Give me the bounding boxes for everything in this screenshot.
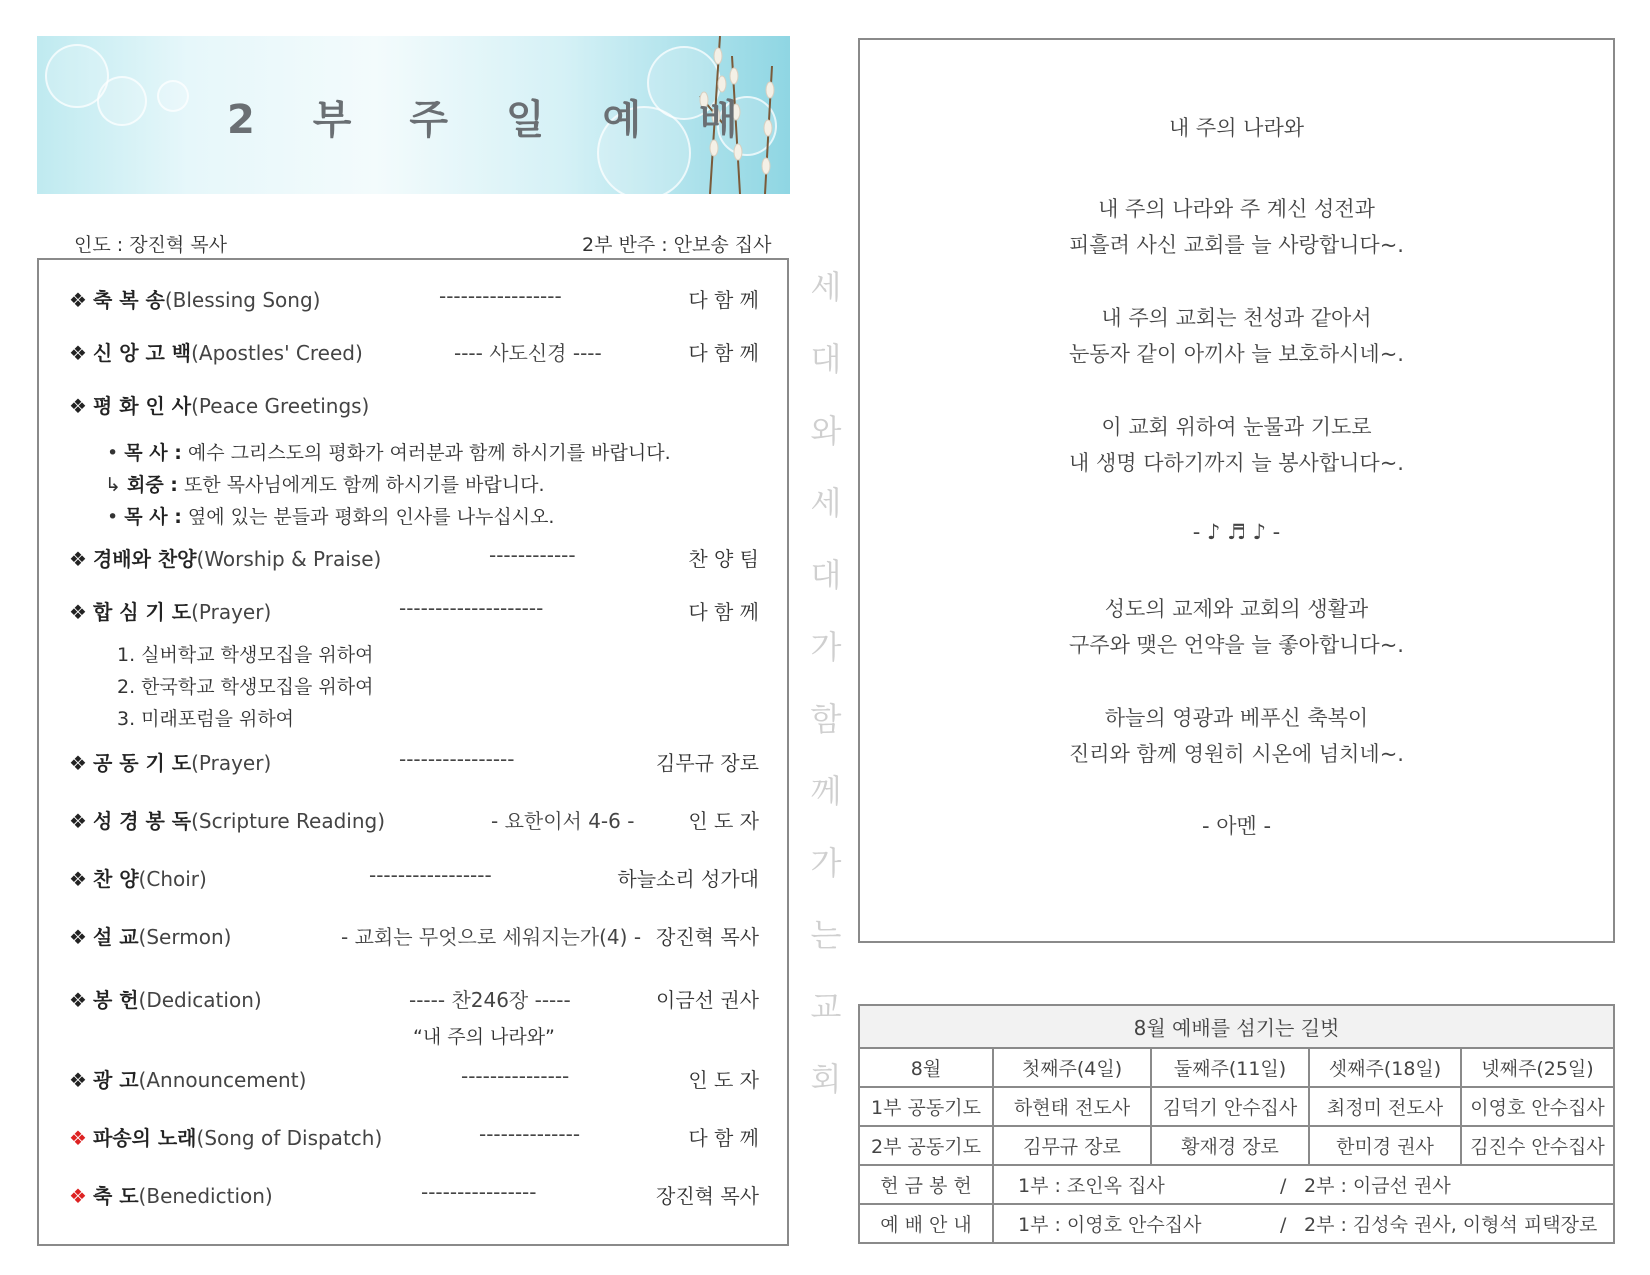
table-cell (993, 1204, 1614, 1243)
hymn-music-notes: - ♪ ♬ ♪ - (1192, 520, 1281, 544)
order-item-title: 광 고 (92, 1068, 139, 1092)
slogan-char: 세 (810, 484, 842, 522)
offering-first-service: 1부 : 조인옥 집사 (1018, 1175, 1165, 1197)
order-of-worship (37, 258, 789, 1246)
table-cell: 황재경 장로 (1151, 1126, 1309, 1165)
table-caption: 8월 예배를 섬기는 길벗 (859, 1005, 1614, 1048)
reply-arrow-icon: ↳ (105, 474, 121, 496)
order-item-leader: 다 함 께 (688, 288, 759, 312)
order-item-detail: - 교회는 무엇으로 세워지는가(4) - (341, 925, 642, 949)
separator-slash: / (1280, 1214, 1287, 1236)
order-item-leader: 다 함 께 (688, 341, 759, 365)
order-item-detail: ---- 사도신경 ---- (454, 341, 602, 365)
order-item-sermon (69, 921, 759, 951)
order-item-leader: 다 함 께 (688, 1126, 759, 1150)
hymn-lyrics-box (858, 38, 1615, 943)
order-item-dedication (69, 984, 759, 1014)
order-item-title: 축 복 송 (92, 288, 165, 312)
presider-label: 인도 : 장진혁 목사 (74, 234, 227, 256)
vertical-slogan (808, 262, 844, 1126)
hymn-amen: - 아멘 - (1201, 814, 1272, 838)
table-row (859, 1087, 1614, 1126)
table-cell: 김덕기 안수집사 (1151, 1087, 1309, 1126)
slogan-char: 가 (810, 628, 842, 666)
table-header-cell: 넷째주(25일) (1461, 1048, 1614, 1087)
order-item-title: 공 동 기 도 (92, 751, 192, 775)
table-row-guide (859, 1204, 1614, 1243)
bullet-icon: ❖ (69, 1126, 87, 1150)
hymn-line: 이 교회 위하여 눈물과 기도로 (1101, 415, 1372, 439)
guide-second-service: 2부 : 김성숙 권사, 이형석 피택장로 (1304, 1214, 1598, 1236)
hymn-line: 성도의 교제와 교회의 생활과 (1104, 597, 1369, 621)
service-schedule-table (858, 1004, 1615, 1244)
banner (37, 36, 790, 194)
hymn-line: 내 주의 교회는 천성과 같아서 (1101, 306, 1372, 330)
slogan-char: 대 (810, 556, 842, 594)
bubble-decoration (157, 80, 189, 112)
order-item-english: (Dedication) (138, 988, 262, 1012)
order-item-choir (69, 863, 759, 893)
hymn-title: 내 주의 나라와 (1168, 116, 1305, 140)
order-item-detail: -------------------- (399, 596, 544, 620)
table-cell: 이영호 안수집사 (1461, 1087, 1614, 1126)
order-item-title: 신 앙 고 백 (92, 341, 192, 365)
order-item-english: (Sermon) (138, 925, 232, 949)
order-item-english: (Choir) (138, 867, 207, 891)
peace-line (107, 502, 554, 529)
accompanist-label: 2부 반주 : 안보송 집사 (582, 234, 772, 256)
order-item-apostles-creed (69, 337, 759, 367)
order-item-english: (Benediction) (138, 1184, 273, 1208)
order-item-title: 합 심 기 도 (92, 600, 192, 624)
order-item-detail: ----------------- (439, 284, 562, 308)
table-header-cell: 셋째주(18일) (1309, 1048, 1461, 1087)
order-item-leader: 인 도 자 (688, 1068, 759, 1092)
bullet-icon: ❖ (69, 288, 87, 312)
order-item-title: 찬 양 (92, 867, 139, 891)
bullet-icon: ❖ (69, 1068, 87, 1092)
bullet-icon: ❖ (69, 600, 87, 624)
slogan-char: 교 (810, 988, 842, 1026)
table-header-cell: 첫째주(4일) (993, 1048, 1151, 1087)
prayer-topic: 2. 한국학교 학생모집을 위하여 (117, 676, 374, 698)
order-item-english: (Worship & Praise) (196, 547, 382, 571)
slogan-char: 함 (810, 700, 842, 738)
order-item-english: (Prayer) (191, 600, 272, 624)
table-row-offering (859, 1165, 1614, 1204)
order-item-detail: ----- 찬246장 ----- (409, 988, 571, 1012)
order-item-title: 설 교 (92, 925, 139, 949)
bullet-dot-icon: • (107, 506, 119, 528)
order-item-title: 성 경 봉 독 (92, 809, 192, 833)
order-item-detail: ------------ (489, 543, 576, 567)
order-item-leader: 다 함 께 (688, 600, 759, 624)
order-item-leader: 인 도 자 (688, 809, 759, 833)
table-cell: 최정미 전도사 (1309, 1087, 1461, 1126)
order-item-detail: --------------- (461, 1064, 570, 1088)
slogan-char: 와 (810, 412, 842, 450)
bullet-icon: ❖ (69, 341, 87, 365)
table-header-cell: 둘째주(11일) (1151, 1048, 1309, 1087)
slogan-char: 세 (810, 268, 842, 306)
order-item-detail: ---------------- (421, 1180, 537, 1204)
order-item-english: (Scripture Reading) (191, 809, 386, 833)
bullet-icon: ❖ (69, 925, 87, 949)
bullet-icon: ❖ (69, 867, 87, 891)
order-item-english: (Announcement) (138, 1068, 307, 1092)
order-item-united-prayer (69, 596, 759, 626)
table-cell: 1부 공동기도 (859, 1087, 993, 1126)
bullet-icon: ❖ (69, 547, 87, 571)
order-item-song-of-dispatch (69, 1122, 759, 1152)
table-cell: 2부 공동기도 (859, 1126, 993, 1165)
hymn-line: 피흘려 사신 교회를 늘 사랑합니다~. (1069, 233, 1404, 257)
prayer-topic: 1. 실버학교 학생모집을 위하여 (117, 644, 374, 666)
slogan-char: 가 (810, 844, 842, 882)
slogan-char: 대 (810, 340, 842, 378)
order-item-announcement (69, 1064, 759, 1094)
table-cell: 김진수 안수집사 (1461, 1126, 1614, 1165)
banner-title: 2 부 주 일 예 배 (227, 97, 760, 143)
table-cell: 헌 금 봉 헌 (859, 1165, 993, 1204)
peace-text: 또한 목사님에게도 함께 하시기를 바랍니다. (183, 474, 545, 496)
order-item-worship-praise (69, 543, 759, 573)
order-item-detail: - 요한이서 4-6 - (491, 809, 635, 833)
hymn-line: 구주와 맺은 언약을 늘 좋아합니다~. (1069, 633, 1404, 657)
order-item-benediction (69, 1180, 759, 1210)
table-header-cell: 8월 (859, 1048, 993, 1087)
prayer-topic: 3. 미래포럼을 위하여 (117, 708, 295, 730)
hymn-line: 진리와 함께 영원히 시온에 넘치네~. (1069, 742, 1404, 766)
order-item-english: (Apostles' Creed) (191, 341, 363, 365)
table-header-row (859, 1048, 1614, 1087)
peace-speaker: 목 사 : (124, 442, 182, 464)
order-item-scripture-reading (69, 805, 759, 835)
order-item-title: 파송의 노래 (92, 1126, 197, 1150)
offering-second-service: 2부 : 이금선 권사 (1304, 1175, 1451, 1197)
order-item-leader: 하늘소리 성가대 (617, 867, 759, 891)
offering-hymn-title: “내 주의 나라와” (413, 1026, 555, 1048)
peace-text: 예수 그리스도의 평화가 여러분과 함께 하시기를 바랍니다. (187, 442, 671, 464)
table-cell (993, 1165, 1614, 1204)
order-item-english: (Song of Dispatch) (196, 1126, 383, 1150)
bullet-icon: ❖ (69, 809, 87, 833)
slogan-char: 회 (810, 1060, 842, 1098)
order-item-leader: 찬 양 팀 (688, 547, 759, 571)
separator-slash: / (1280, 1175, 1287, 1197)
order-item-leader: 김무규 장로 (656, 751, 759, 775)
table-cell: 한미경 권사 (1309, 1126, 1461, 1165)
order-item-peace-greetings (69, 390, 759, 420)
hymn-line: 내 생명 다하기까지 늘 봉사합니다~. (1069, 451, 1404, 475)
order-item-blessing-song (69, 284, 759, 314)
table-cell: 김무규 장로 (993, 1126, 1151, 1165)
bullet-icon: ❖ (69, 988, 87, 1012)
slogan-char: 는 (810, 916, 842, 954)
order-item-detail: -------------- (479, 1122, 581, 1146)
order-item-leader: 장진혁 목사 (656, 925, 759, 949)
order-item-leader: 장진혁 목사 (656, 1184, 759, 1208)
peace-line (105, 470, 545, 497)
order-item-title: 경배와 찬양 (92, 547, 197, 571)
slogan-char: 께 (810, 772, 842, 810)
order-item-detail: ---------------- (399, 747, 515, 771)
order-item-title: 축 도 (92, 1184, 139, 1208)
bullet-icon: ❖ (69, 1184, 87, 1208)
order-item-detail: ----------------- (369, 863, 492, 887)
bullet-dot-icon: • (107, 442, 119, 464)
hymn-line: 하늘의 영광과 베푸신 축복이 (1104, 706, 1369, 730)
order-item-common-prayer (69, 747, 759, 777)
hymn-line: 눈동자 같이 아끼사 늘 보호하시네~. (1069, 342, 1404, 366)
table-row (859, 1126, 1614, 1165)
order-item-title: 평 화 인 사 (92, 394, 192, 418)
order-item-english: (Prayer) (191, 751, 272, 775)
table-cell: 하현태 전도사 (993, 1087, 1151, 1126)
bullet-icon: ❖ (69, 394, 87, 418)
peace-line (107, 438, 671, 465)
peace-text: 옆에 있는 분들과 평화의 인사를 나누십시오. (187, 506, 555, 528)
peace-speaker: 목 사 : (124, 506, 182, 528)
order-item-title: 봉 헌 (92, 988, 139, 1012)
bullet-icon: ❖ (69, 751, 87, 775)
order-item-english: (Peace Greetings) (191, 394, 370, 418)
order-item-leader: 이금선 권사 (656, 988, 759, 1012)
guide-first-service: 1부 : 이영호 안수집사 (1018, 1214, 1202, 1236)
table-cell: 예 배 안 내 (859, 1204, 993, 1243)
order-item-english: (Blessing Song) (164, 288, 321, 312)
peace-speaker: 회중 : (126, 474, 178, 496)
hymn-line: 내 주의 나라와 주 계신 성전과 (1098, 197, 1375, 221)
bubble-decoration (97, 76, 147, 126)
